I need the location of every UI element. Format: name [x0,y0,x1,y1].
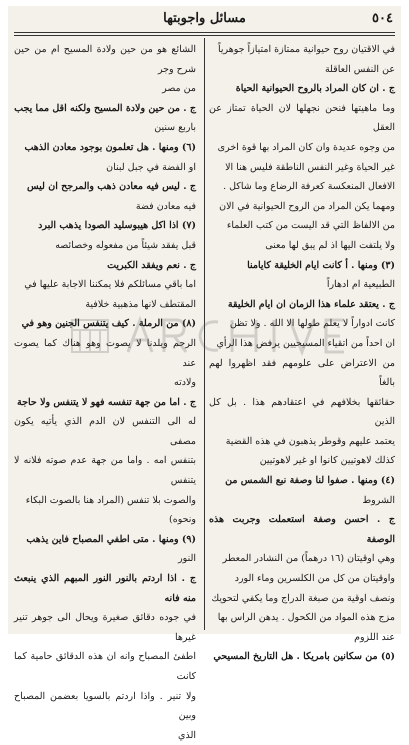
right-column-line: الافعال المنعكسة كعرفة الرضاع وما شاكل . [223,181,395,193]
left-column-line: ج . ليس فيه معادن ذهب والمرجح ان ليس [27,181,196,193]
right-column-line: مزج هذه المواد من الكحول . يدهن الراس بها [217,612,395,624]
right-column-line: كذلك لاهوتيين كانوا او غير لاهوتيين [259,455,395,467]
right-column-line: عن النفس العاقلة [324,63,395,75]
left-column-line: في جوده دقائق صغيرة ويحال الى جوهر تنير غيرها [14,612,196,643]
right-column-line: ومهما يكن المراد من الروح الحيوانية في الان [219,200,395,212]
left-column [14,40,196,741]
page-header [8,8,401,32]
left-column-line: او الفضة في جبل لبنان [106,161,196,173]
right-column-line: الشروط [362,494,395,506]
left-column-line: ج . اما من جهة تنفسه فهو لا يتنفس ولا حاجة [17,396,196,408]
left-column-line: قبل يفقد شيئاً من مفعوله وخصائصه [55,239,196,251]
right-column-line: حقائقها بخلافهم في اعتقادهم هذا . بل كل الذين [209,396,395,428]
right-column-line: واوقيتان من كل من الكلسرين وماء الورد [234,573,395,585]
left-column-line: ج . من حين ولادة المسيح ولكنه اقل مما يجب [14,102,196,114]
left-column-line: الرحم ويلدنا لا يصوت وهو هناك كما يصوت عند [14,337,196,369]
page-number: ٥٠٤ [372,11,393,26]
left-column-line: النور [178,553,196,565]
right-column-line: ج . احسن وصفة استعملت وجربت هذه الوصفة [209,514,395,545]
left-column-line: والصوت بلا تنفس (المراد هنا بالصوت البكاء [25,494,196,506]
header-rule-bottom [14,35,395,36]
left-column-line: الذي [178,729,196,741]
left-column-line: (٦) ومنها . هل تعلمون بوجود معادن الذهب [24,141,196,153]
book-page [8,6,401,741]
left-column-line: ونحوه) [169,514,196,526]
right-column-line: وما ماهيتها فنحن نجهلها لان الحياة تمتاز عن العقل [209,102,395,134]
left-column-line: من مصر [162,83,196,95]
header-rule-top [14,32,395,33]
left-column-line: الشائع هو من حين ولادة المسيح ام من حين شرح وجر [14,44,196,75]
left-column-line: باربع سنين [154,122,196,134]
right-column-line: وهي اوقيتان (١٦ درهماً) من النشادر المعطر [222,553,395,565]
left-column-line: ولادته [174,377,196,389]
right-column-line: الطبيعية ام ادهاراً [326,279,395,291]
left-column-line: (٧) اذا اكل هيبوسليد الصودا يذهب البرد [38,220,196,232]
left-column-line: اما باقي مسائلكم فلا يمكننا الاجابة عليها في [24,279,196,291]
right-column-line: من الاعتراض على علومهم فقد اظهروا لهم بالغاً [209,357,395,389]
right-column-line: ولا يلتفت اليها اذ لم يبق لها معنى [265,239,395,251]
right-column-line: (٥) من سكانين بامريكا . هل التاريخ المسيحي [213,651,395,663]
right-column-line: كانت ادواراً لا يعلم طولها الا الله . ولا تظن [229,318,395,330]
right-column-line: ونصف اوقية من صبغة الدراج وما يكفي لتحويك [211,592,395,604]
right-column-line: (٤) ومنها . صفوا لنا وصفة نبع الشمس من [225,475,395,487]
left-column-line: فيه معادن فضة [135,200,196,212]
right-column-line: ان احداً من اتقياء المسيحيين يرفض هذا الرأي [216,337,395,349]
left-column-line: بتنفس امه . واما من جهة عدم صوته فلانه لا يتنفس [14,455,196,487]
running-title: مسائل واجوبتها [163,11,246,26]
column-divider [204,38,205,630]
left-column-line: ج . نعم ويفقد الكبريت [107,259,196,271]
right-column-line: ج . ان كان المراد بالروح الحيوانية الحياة [235,83,395,95]
right-column-line: (٣) ومنها . أ كانت ايام الخليقة كايامنا [247,259,395,271]
right-column-line: في الاقتيان روح حيوانية ممتازة امتيازاً جوهرياً [217,44,395,55]
right-column-line: ج . يعتقد علماء هذا الزمان ان ايام الخليقة [227,298,395,310]
right-column-line: عند اللزوم [354,631,395,643]
left-column-line: ج . اذا اردتم بالنور النور المبهم الذي ينبعث منه فانه [14,573,196,604]
left-column-line: (٨) من الرملة . كيف يتنفس الجنين وهو في [21,318,196,330]
right-column-line: من وجوه عديدة وان كان المراد بها قوة اخرى [217,141,395,153]
right-column-line: غير الحياة وغير النفس الناطقة فليس هنا الا [225,161,395,173]
right-column-line: من الالفاظ التي قد اليست من كتب العلماء [226,220,395,232]
right-column [209,40,395,663]
left-column-line: المقتطف لانها مذهبية خلافية [85,298,196,310]
left-column-line: له الى التنفس لان الدم الذي يأتيه يكون مصفى [14,416,196,447]
left-column-line: اطفئ المصباح وانه ان هذه الدقائق حامية كما كانت [14,651,196,682]
left-column-line: ولا تنير . واذا اردتم بالسويا بعضمن المصباح وبين [14,690,196,722]
right-column-line: يعتمد عليهم وقوطر يذهبون في هذه القضية [225,435,395,447]
left-column-line: (٩) ومنها . متى اطفي المصباح فاين يذهب [26,533,196,545]
